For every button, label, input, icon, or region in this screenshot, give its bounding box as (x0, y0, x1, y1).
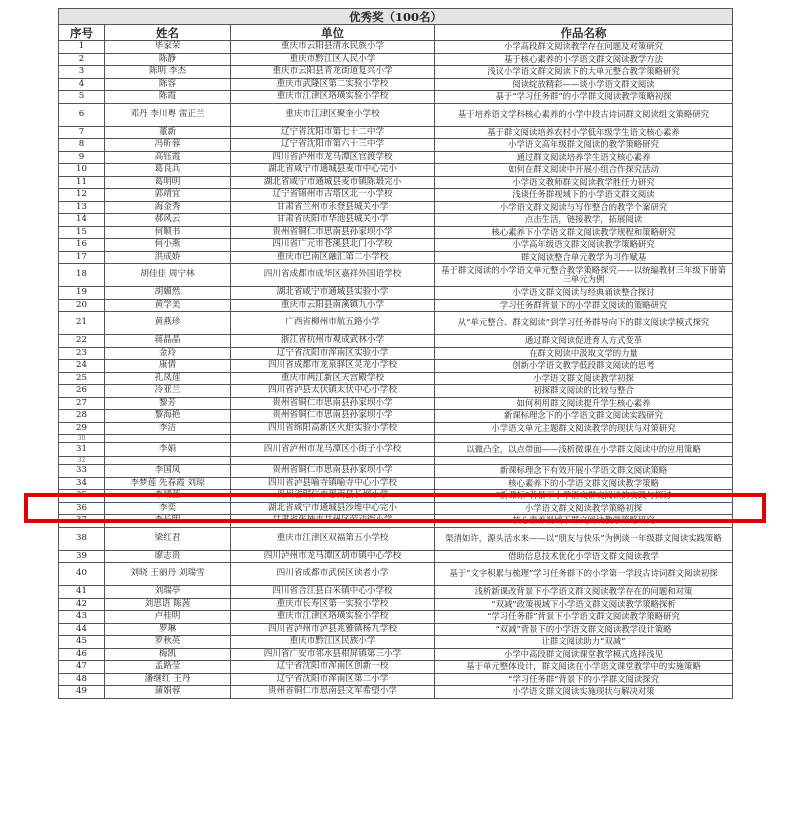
cell-no: 38 (59, 527, 105, 550)
cell-work: 小学语文群文阅读与经典诵读整合探讨 (435, 287, 733, 300)
cell-name (105, 457, 231, 465)
cell-unit: 广西省柳州市航五路小学 (231, 312, 435, 335)
table-row (59, 41, 733, 54)
cell-no: 15 (59, 226, 105, 239)
table-row (59, 385, 733, 398)
cell-unit: 贵州省铜仁市思南县孙家坝小学 (231, 410, 435, 423)
cell-unit: 四川省泸州市龙马潭区小街子小学校 (231, 443, 435, 457)
cell-unit: 湖北省咸宁市通城县实验小学 (231, 287, 435, 300)
cell-work: 小学高段群文阅读教学存在问题及对策研究 (435, 41, 733, 54)
cell-unit: 四川省合江县白米镇中心小学校 (231, 586, 435, 599)
cell-work: 浅议小学语文群文阅读下的大单元整合教学策略研究 (435, 66, 733, 79)
table-row (59, 189, 733, 202)
cell-work: 小学语文群文阅读与写作整合的教学个案研究 (435, 201, 733, 214)
cell-work: 借助信息技术优化小学语文群文阅读教学 (435, 550, 733, 563)
cell-no: 40 (59, 563, 105, 586)
table-row (59, 636, 733, 649)
cell-unit: 甘肃省张掖市甘州区劳动街小学 (231, 515, 435, 528)
table-row (59, 151, 733, 164)
cell-work: 小学语文群文阅读教学初探 (435, 372, 733, 385)
cell-name: 何顺书 (105, 226, 231, 239)
cell-unit (231, 457, 435, 465)
cell-no: 9 (59, 151, 105, 164)
cell-name: 陈明 李杰 (105, 66, 231, 79)
table-row (59, 312, 733, 335)
cell-no: 8 (59, 139, 105, 152)
cell-no: 31 (59, 443, 105, 457)
table-row (59, 91, 733, 104)
table-row (59, 686, 733, 699)
cell-work: 基于培养语文学科核心素养的小学中段古诗词群文阅读组文策略研究 (435, 103, 733, 126)
cell-no: 20 (59, 299, 105, 312)
cell-name: 陈容 (105, 78, 231, 91)
cell-unit: 重庆市江津区珞璜实验小学校 (231, 91, 435, 104)
cell-no: 17 (59, 251, 105, 264)
cell-no: 27 (59, 397, 105, 410)
cell-unit: 湖北省咸宁市通城县沙堆中心完小 (231, 502, 435, 515)
cell-name: 金玲 (105, 347, 231, 360)
cell-no: 34 (59, 477, 105, 490)
cell-name: 潘继红 王丹 (105, 673, 231, 686)
cell-work: 基于核心素养的小学语文群文阅读教学方法 (435, 53, 733, 66)
cell-name: 葛良兵 (105, 164, 231, 177)
cell-name: 李晴蓝 (105, 490, 231, 503)
table-row (59, 465, 733, 478)
table-row (59, 78, 733, 91)
cell-no: 23 (59, 347, 105, 360)
cell-name: 孟路莹 (105, 661, 231, 674)
cell-no: 49 (59, 686, 105, 699)
cell-name: 葛明明 (105, 176, 231, 189)
cell-unit: 辽宁省沈阳市第六十三中学 (231, 139, 435, 152)
cell-no: 2 (59, 53, 105, 66)
table-body (59, 41, 733, 699)
cell-name: 邓丹 李川粤 雷正兰 (105, 103, 231, 126)
cell-unit: 贵州省铜仁市思南县孙家坝小学 (231, 397, 435, 410)
cell-unit: 辽宁省沈阳市浑南区第二小学 (231, 673, 435, 686)
cell-work: 群文阅读整合单元教学为习作赋基 (435, 251, 733, 264)
table-row (59, 457, 733, 465)
table-row (59, 139, 733, 152)
cell-name: 康倩 (105, 360, 231, 373)
table-row (59, 515, 733, 528)
cell-no: 3 (59, 66, 105, 79)
cell-work: 核心素养下的小学语文群文阅读教学策略 (435, 477, 733, 490)
cell-no: 24 (59, 360, 105, 373)
cell-work: 通过群文阅读培养学生语文核心素养 (435, 151, 733, 164)
table-row (59, 347, 733, 360)
cell-no: 48 (59, 673, 105, 686)
table-row (59, 164, 733, 177)
cell-work: 小学语文单元主题群文阅读教学的现状与对策研究 (435, 422, 733, 435)
cell-work: 核心素养视域下群文阅读教学策略研究 (435, 515, 733, 528)
cell-no: 11 (59, 176, 105, 189)
cell-work: 小学中高段群文阅读课堂教学模式选择浅见 (435, 648, 733, 661)
table-row (59, 527, 733, 550)
cell-work: 从“单元整合、群文阅读”到学习任务群导向下的群文阅读学模式探究 (435, 312, 733, 335)
cell-unit (231, 435, 435, 443)
cell-name: 李娟 (105, 443, 231, 457)
cell-work: 创新小学语文教学低段群文阅读的思考 (435, 360, 733, 373)
table-row (59, 673, 733, 686)
cell-name: 陈霞 (105, 91, 231, 104)
cell-unit: 湖北省咸宁市通城县麦市镇陈塅完小 (231, 176, 435, 189)
cell-unit: 四川省泸县太伏镇太伏中心小学校 (231, 385, 435, 398)
cell-unit: 四川省泸州市龙马潭区官渡学校 (231, 151, 435, 164)
cell-work: 以微凸全，以点带面——浅析微课在小学群文阅读中的应用策略 (435, 443, 733, 457)
cell-unit: 四川省成都市成华区嘉祥外国语学校 (231, 264, 435, 287)
table-row (59, 611, 733, 624)
cell-unit: 贵州省铜仁市思南县孙家坝小学 (231, 465, 435, 478)
cell-name: 毕家荣 (105, 41, 231, 54)
cell-work: 基于群文阅读的小学语文单元整合教学策略探究——以统编教材三年级下册第三单元为例 (435, 264, 733, 287)
cell-no: 12 (59, 189, 105, 202)
cell-no: 28 (59, 410, 105, 423)
cell-no: 32 (59, 457, 105, 465)
cell-name: 李国凤 (105, 465, 231, 478)
cell-no: 47 (59, 661, 105, 674)
cell-unit: 贵州省铜仁市思南县孙家坝小学 (231, 226, 435, 239)
cell-work: “双减”背景下的小学语文群文阅读教学设计策略 (435, 623, 733, 636)
cell-unit: 重庆市云阳县南溪镇九小学 (231, 299, 435, 312)
table-row (59, 502, 733, 515)
cell-no: 45 (59, 636, 105, 649)
cell-no: 22 (59, 335, 105, 348)
table-row (59, 264, 733, 287)
cell-no: 14 (59, 214, 105, 227)
table-row (59, 103, 733, 126)
cell-no: 42 (59, 598, 105, 611)
cell-no: 30 (59, 435, 105, 443)
table-row (59, 598, 733, 611)
cell-name: 刘晓 王丽丹 刘瑞雪 (105, 563, 231, 586)
table-row (59, 299, 733, 312)
cell-work: 渠清如许，源头活水来——以“朋友与快乐”为例谈一年级群文阅读实践策略 (435, 527, 733, 550)
cell-no: 33 (59, 465, 105, 478)
table-row (59, 176, 733, 189)
table-row (59, 443, 733, 457)
cell-name: 冯昕蓉 (105, 139, 231, 152)
cell-work: “双减”政策视域下小学语文群文阅读教学策略探析 (435, 598, 733, 611)
table-row (59, 372, 733, 385)
table-row (59, 66, 733, 79)
table-row (59, 239, 733, 252)
cell-unit: 四川省泸州市泸县兆雅镇杨九学校 (231, 623, 435, 636)
cell-name: 海金秀 (105, 201, 231, 214)
table-row (59, 251, 733, 264)
cell-name: 李梦莲 先春霞 刘琼 (105, 477, 231, 490)
cell-name: 孔凤莲 (105, 372, 231, 385)
cell-work: 通过群文阅读促进育人方式变革 (435, 335, 733, 348)
cell-name: 董新 (105, 126, 231, 139)
cell-work: 如何利用群文阅读提升学生核心素养 (435, 397, 733, 410)
cell-work: 基于“文字积累与梳理”学习任务群下的小学第一学段古诗词群文阅读初探 (435, 563, 733, 586)
cell-work: 浅谈任务群视域下的小学语文群文阅读 (435, 189, 733, 202)
table-row (59, 53, 733, 66)
cell-unit: 贵州省铜仁市思南县长坝小学 (231, 490, 435, 503)
cell-name: 黎芳 (105, 397, 231, 410)
cell-work: “学习任务群”背景下小学语文群文阅读教学策略研究 (435, 611, 733, 624)
cell-unit: 四川省广元市苍溪县北门小学校 (231, 239, 435, 252)
cell-name: 罗琳 (105, 623, 231, 636)
cell-work: 学习任务群背景下的小学群文阅读的策略研究 (435, 299, 733, 312)
cell-no: 37 (59, 515, 105, 528)
header-no: 序号 (59, 25, 105, 41)
cell-work: 新课标理念下的小学语文群文阅读实践研究 (435, 410, 733, 423)
cell-name: 陈静 (105, 53, 231, 66)
cell-work: 如何在群文阅读中开展小组合作探究活动 (435, 164, 733, 177)
table-row (59, 490, 733, 503)
cell-name: 黄燕珍 (105, 312, 231, 335)
cell-name: 洪成娇 (105, 251, 231, 264)
cell-unit: 重庆市云阳县青龙街道复兴小学 (231, 66, 435, 79)
cell-no: 26 (59, 385, 105, 398)
cell-name: 黎海艳 (105, 410, 231, 423)
cell-work: 小学语文高年级群文阅读的教学策略研究 (435, 139, 733, 152)
cell-name: 冷亚兰 (105, 385, 231, 398)
cell-work: 小学语文教师群文阅读教学胜任力研究 (435, 176, 733, 189)
cell-unit: 贵州省铜仁市思南县文军希望小学 (231, 686, 435, 699)
cell-no: 6 (59, 103, 105, 126)
cell-unit: 四川省成都市龙泉驿区灵龙小学校 (231, 360, 435, 373)
cell-unit: 四川省泸县喻寺镇喻寺中心小学校 (231, 477, 435, 490)
cell-unit: 辽宁省沈阳市第七十二中学 (231, 126, 435, 139)
cell-work: “学习任务群”背景下的小学群文阅读探究 (435, 673, 733, 686)
cell-name: 李长明 (105, 515, 231, 528)
cell-unit: 重庆市武隆区第二实验小学校 (231, 78, 435, 91)
cell-unit: 重庆市两江新区天宫殿学校 (231, 372, 435, 385)
cell-no: 41 (59, 586, 105, 599)
cell-unit: 辽宁省沈阳市浑南区创新一校 (231, 661, 435, 674)
cell-name: 蒋晶晶 (105, 335, 231, 348)
cell-unit: 重庆市黔江区民族小学 (231, 636, 435, 649)
cell-no: 35 (59, 490, 105, 503)
cell-work: 基于“学习任务群”的小学群文阅读教学策略初探 (435, 91, 733, 104)
table-row (59, 550, 733, 563)
cell-work: 核心素养下小学语文群文阅读教学规程和策略研究 (435, 226, 733, 239)
table-row (59, 397, 733, 410)
cell-work: 点击生活，链接教学，拓展阅读 (435, 214, 733, 227)
table-row (59, 435, 733, 443)
table-row (59, 287, 733, 300)
table-row (59, 477, 733, 490)
cell-name: 郭靖宜 (105, 189, 231, 202)
cell-no: 1 (59, 41, 105, 54)
table-row (59, 623, 733, 636)
cell-work: 在群文阅读中汲取文学的力量 (435, 347, 733, 360)
cell-work: 浅析新课改背景下小学语文群文阅读教学存在的问题和对策 (435, 586, 733, 599)
cell-name: 黄学美 (105, 299, 231, 312)
table-row (59, 586, 733, 599)
cell-no: 4 (59, 78, 105, 91)
cell-unit: 辽宁省沈阳市浑南区实验小学 (231, 347, 435, 360)
cell-unit: 重庆市江津区聚奎小学校 (231, 103, 435, 126)
table-row (59, 661, 733, 674)
cell-work: 初探群文阅读的比较与整合 (435, 385, 733, 398)
table-row (59, 648, 733, 661)
cell-name: 李洁 (105, 422, 231, 435)
cell-work: 阅读绽放精彩——谈小学语文群文阅读 (435, 78, 733, 91)
cell-no: 16 (59, 239, 105, 252)
cell-work: 让群文阅读助力“双减” (435, 636, 733, 649)
cell-name: 郝风云 (105, 214, 231, 227)
header-unit: 单位 (231, 25, 435, 41)
cell-no: 39 (59, 550, 105, 563)
cell-name: 刘思语 陈茜 (105, 598, 231, 611)
cell-no: 13 (59, 201, 105, 214)
cell-unit: 甘肃省兰州市永登县城关小学 (231, 201, 435, 214)
cell-no: 10 (59, 164, 105, 177)
cell-unit: 四川省绵阳高新区火炬实验小学校 (231, 422, 435, 435)
cell-name: 胡媚然 (105, 287, 231, 300)
cell-name: 廖志贵 (105, 550, 231, 563)
cell-no: 25 (59, 372, 105, 385)
cell-name (105, 435, 231, 443)
table-banner: 优秀奖（100名） (59, 9, 733, 25)
cell-unit: 四川省广安市邻水县柑屏镇第三小学 (231, 648, 435, 661)
cell-unit: 四川泸州市龙马潭区胡市镇中心学校 (231, 550, 435, 563)
cell-name: 何小燕 (105, 239, 231, 252)
cell-name: 罗秋英 (105, 636, 231, 649)
cell-no: 46 (59, 648, 105, 661)
cell-no: 44 (59, 623, 105, 636)
cell-work: 基于群文阅读培养农村小学低年级学生语文核心素养 (435, 126, 733, 139)
cell-unit: 重庆市巴南区融汇第二小学校 (231, 251, 435, 264)
table-row (59, 214, 733, 227)
table-row (59, 201, 733, 214)
cell-unit: 浙江省杭州市观成武林小学 (231, 335, 435, 348)
cell-unit: 重庆市黔江区人民小学 (231, 53, 435, 66)
cell-work: 新课标理念下有效开展小学语文群文阅读策略 (435, 465, 733, 478)
cell-work (435, 435, 733, 443)
cell-name: 刘瑞亭 (105, 586, 231, 599)
cell-work (435, 457, 733, 465)
cell-work: 小学语文群文阅读实施现状与解决对策 (435, 686, 733, 699)
cell-name: 梅凯 (105, 648, 231, 661)
cell-no: 21 (59, 312, 105, 335)
cell-work: 小学语文群文阅读教学策略初探 (435, 502, 733, 515)
cell-no: 18 (59, 264, 105, 287)
cell-work: 基于单元整体设计，群文阅读在小学语文课堂教学中的实施策略 (435, 661, 733, 674)
cell-unit: 重庆市长寿区第一实验小学校 (231, 598, 435, 611)
cell-work: “新课标”背景下小学语文群文阅读的实践与探讨 (435, 490, 733, 503)
cell-unit: 湖北省咸宁市通城县麦市中心完小 (231, 164, 435, 177)
cell-name: 蒲娟蓉 (105, 686, 231, 699)
cell-work: 小学高年级语文群文阅读教学策略研究 (435, 239, 733, 252)
cell-name: 胡佳佳 周宁林 (105, 264, 231, 287)
cell-unit: 甘肃省庆阳市华池县城关小学 (231, 214, 435, 227)
table-row (59, 126, 733, 139)
table-row (59, 360, 733, 373)
table-row (59, 563, 733, 586)
cell-name: 高钰霞 (105, 151, 231, 164)
table-row (59, 226, 733, 239)
cell-no: 19 (59, 287, 105, 300)
cell-no: 7 (59, 126, 105, 139)
table-row (59, 410, 733, 423)
cell-unit: 重庆市云阳县清水民族小学 (231, 41, 435, 54)
cell-no: 5 (59, 91, 105, 104)
cell-unit: 重庆市江津区双福第五小学校 (231, 527, 435, 550)
cell-no: 29 (59, 422, 105, 435)
cell-name: 梁红君 (105, 527, 231, 550)
table-row (59, 422, 733, 435)
cell-unit: 辽宁省锦州市古塔区北一小学校 (231, 189, 435, 202)
table-row (59, 335, 733, 348)
header-name: 姓名 (105, 25, 231, 41)
cell-no: 36 (59, 502, 105, 515)
header-work: 作品名称 (435, 25, 733, 41)
header-row (59, 25, 733, 41)
cell-unit: 四川省成都市武侯区读者小学 (231, 563, 435, 586)
cell-name: 李奕 (105, 502, 231, 515)
award-table (58, 8, 733, 699)
cell-name: 卢桂明 (105, 611, 231, 624)
cell-unit: 重庆市江津区珞璜实验小学校 (231, 611, 435, 624)
cell-no: 43 (59, 611, 105, 624)
